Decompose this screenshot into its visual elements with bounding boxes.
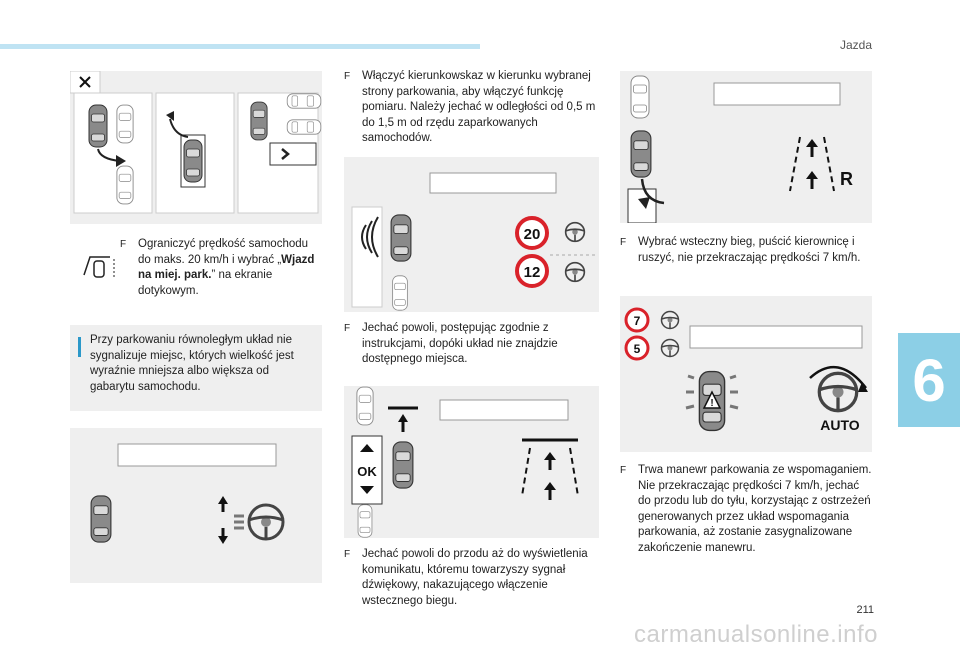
header-accent-bar xyxy=(0,44,480,49)
info-icon xyxy=(78,337,81,357)
step-text: Ograniczyć prędkość samochodu do maks. 20 km/h i wybrać „ xyxy=(138,238,309,266)
step-assisted-manoeuvre xyxy=(620,463,875,556)
parking-mode-icon xyxy=(82,253,118,279)
speed-sign-20: 20 xyxy=(523,226,541,243)
step-drive-slowly xyxy=(344,321,599,368)
auto-manoeuvre-illustration xyxy=(620,296,872,452)
figure-auto-manoeuvre xyxy=(620,296,872,452)
space-measure-illustration xyxy=(344,157,599,312)
step-text: Jechać powoli do przodu aż do wyświetlenia komunikatu, któremu towarzyszy sygnał dźwiękowy, nakazującego włączenie wstecznego biegu. xyxy=(362,548,588,607)
checkbox-glyph: F xyxy=(344,549,351,560)
step-text: Jechać powoli, postępując zgodnie z instrukcjami, dopóki układ nie znajdzie dostępnego miejsca. xyxy=(362,322,558,365)
figure-space-measure xyxy=(344,157,599,312)
page-number: 211 xyxy=(856,604,874,616)
section-title: Jazda xyxy=(839,38,872,52)
svg-text:!: ! xyxy=(710,398,714,409)
step-drive-forward xyxy=(344,547,604,609)
step-text: Wybrać wsteczny bieg, puścić kierownicę i ruszyć, nie przekraczając prędkości 7 km/h. xyxy=(638,236,861,264)
reverse-illustration xyxy=(620,71,872,223)
watermark: carmanualsonline.info xyxy=(634,621,878,648)
checkbox-glyph: F xyxy=(344,323,351,334)
step-bold-label: Wjazd na miej. park. xyxy=(138,253,315,281)
speed-sign-5: 5 xyxy=(633,342,641,356)
note-text: Przy parkowaniu równoległym układ nie sygnalizuje miejsc, których wielkość jest wyraźnie mniejsza albo większa od gabarytu samochodu. xyxy=(90,334,294,393)
speed-sign-7: 7 xyxy=(633,314,641,328)
checkbox-glyph: F xyxy=(620,237,627,248)
parking-types-illustration xyxy=(70,71,322,224)
checkbox-glyph: F xyxy=(120,239,127,250)
step-text-end: ” na ekranie dotykowym. xyxy=(138,269,273,297)
figure-space-found xyxy=(344,386,599,538)
speed-sign-12: 12 xyxy=(523,264,541,281)
step-text: Trwa manewr parkowania ze wspomaganiem. Nie przekraczając prędkości 7 km/h, jechać do przodu lub do tyłu, korzystając z ostrzeżeń generowanych przez układ wspomagania parkowania, aż zostanie zasygnalizowane zakończenie manewru. xyxy=(638,464,872,554)
info-note xyxy=(70,325,322,411)
step-speed-limit xyxy=(72,237,322,307)
ok-label: OK xyxy=(357,464,377,479)
step-indicator xyxy=(344,69,599,147)
steering-illustration xyxy=(70,428,322,583)
space-found-illustration xyxy=(344,386,599,538)
step-text: Włączyć kierunkowskaz w kierunku wybranej strony parkowania, aby włączyć funkcję pomiaru. Należy jechać w odległości od 0,5 m do 1,5 m od rzędu zaparkowanych samochodów. xyxy=(362,70,596,144)
figure-parking-types xyxy=(70,71,322,224)
checkbox-glyph: F xyxy=(344,71,351,82)
checkbox-glyph: F xyxy=(620,465,627,476)
reverse-label: R xyxy=(840,169,853,189)
step-reverse xyxy=(620,235,875,266)
chapter-tab: 6 xyxy=(898,333,960,427)
auto-label: AUTO xyxy=(820,417,860,433)
figure-reverse xyxy=(620,71,872,223)
figure-steering-free xyxy=(70,428,322,583)
